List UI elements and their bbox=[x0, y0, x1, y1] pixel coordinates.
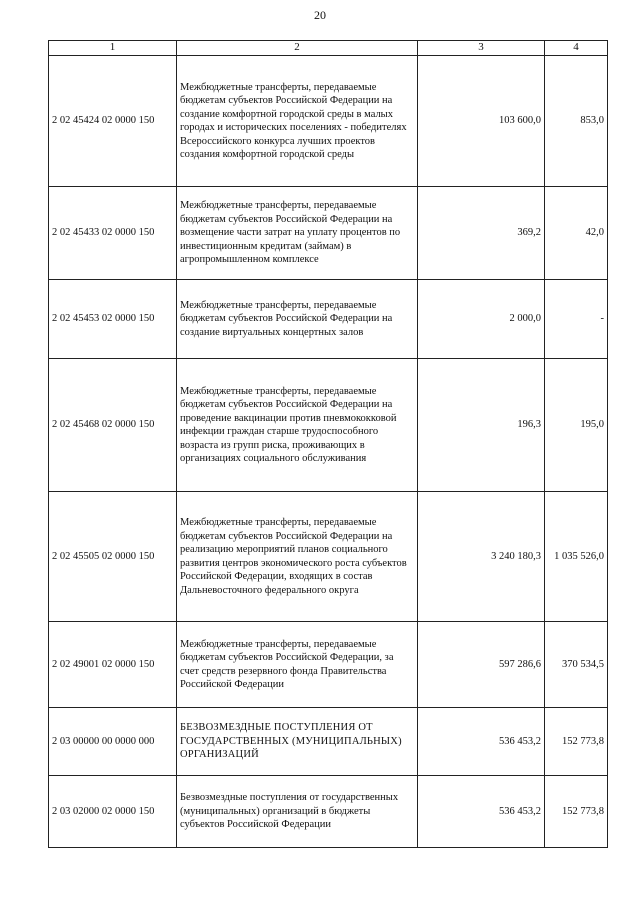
table-row bbox=[49, 359, 608, 492]
code-cell: 2 02 45453 02 0000 150 bbox=[49, 280, 177, 359]
page-number: 20 bbox=[314, 8, 326, 22]
description-cell: Безвозмездные поступления от государственных (муниципальных) организаций в бюджеты субъектов Российской Федерации bbox=[177, 776, 418, 848]
value-cell-col3: 3 240 180,3 bbox=[418, 492, 545, 622]
code-cell: 2 02 45424 02 0000 150 bbox=[49, 56, 177, 187]
value-cell-col4: 1 035 526,0 bbox=[545, 492, 608, 622]
code-cell: 2 03 00000 00 0000 000 bbox=[49, 708, 177, 776]
code-cell: 2 02 45505 02 0000 150 bbox=[49, 492, 177, 622]
description-cell: Межбюджетные трансферты, передаваемые бюджетам субъектов Российской Федерации, за счет средств резервного фонда Правительства Российской Федерации bbox=[177, 622, 418, 708]
value-cell-col3: 369,2 bbox=[418, 187, 545, 280]
header-cell-2: 2 bbox=[177, 41, 418, 56]
code-cell: 2 02 49001 02 0000 150 bbox=[49, 622, 177, 708]
value-cell-col4: - bbox=[545, 280, 608, 359]
description-cell: Межбюджетные трансферты, передаваемые бюджетам субъектов Российской Федерации на реализацию мероприятий планов социального развития центров экономического роста субъектов Российской Федерации, входящих в состав Дальневосточного федерального округа bbox=[177, 492, 418, 622]
value-cell-col3: 536 453,2 bbox=[418, 708, 545, 776]
table-row bbox=[49, 622, 608, 708]
table-row bbox=[49, 776, 608, 848]
value-cell-col3: 536 453,2 bbox=[418, 776, 545, 848]
description-cell: Межбюджетные трансферты, передаваемые бюджетам субъектов Российской Федерации на создание комфортной городской среды в малых городах и исторических поселениях - победителях Всероссийского конкурса лучших проектов создания комфортной городской среды bbox=[177, 56, 418, 187]
value-cell-col4: 42,0 bbox=[545, 187, 608, 280]
table-row bbox=[49, 492, 608, 622]
header-cell-1: 1 bbox=[49, 41, 177, 56]
budget-table bbox=[48, 40, 608, 848]
value-cell-col3: 196,3 bbox=[418, 359, 545, 492]
table-row bbox=[49, 56, 608, 187]
code-cell: 2 03 02000 02 0000 150 bbox=[49, 776, 177, 848]
value-cell-col4: 853,0 bbox=[545, 56, 608, 187]
code-cell: 2 02 45468 02 0000 150 bbox=[49, 359, 177, 492]
table-header-row bbox=[49, 41, 608, 56]
table-row bbox=[49, 187, 608, 280]
table-row bbox=[49, 708, 608, 776]
description-cell: БЕЗВОЗМЕЗДНЫЕ ПОСТУПЛЕНИЯ ОТ ГОСУДАРСТВЕННЫХ (МУНИЦИПАЛЬНЫХ) ОРГАНИЗАЦИЙ bbox=[177, 708, 418, 776]
value-cell-col3: 597 286,6 bbox=[418, 622, 545, 708]
code-cell: 2 02 45433 02 0000 150 bbox=[49, 187, 177, 280]
header-cell-4: 4 bbox=[545, 41, 608, 56]
value-cell-col4: 152 773,8 bbox=[545, 708, 608, 776]
value-cell-col4: 152 773,8 bbox=[545, 776, 608, 848]
description-cell: Межбюджетные трансферты, передаваемые бюджетам субъектов Российской Федерации на проведение вакцинации против пневмококковой инфекции граждан старше трудоспособного возраста из групп риска, проживающих в организациях социального обслуживания bbox=[177, 359, 418, 492]
description-cell: Межбюджетные трансферты, передаваемые бюджетам субъектов Российской Федерации на создание виртуальных концертных залов bbox=[177, 280, 418, 359]
value-cell-col4: 195,0 bbox=[545, 359, 608, 492]
table-row bbox=[49, 280, 608, 359]
value-cell-col4: 370 534,5 bbox=[545, 622, 608, 708]
description-cell: Межбюджетные трансферты, передаваемые бюджетам субъектов Российской Федерации на возмещение части затрат на уплату процентов по инвестиционным кредитам (займам) в агропромышленном комплексе bbox=[177, 187, 418, 280]
value-cell-col3: 103 600,0 bbox=[418, 56, 545, 187]
header-cell-3: 3 bbox=[418, 41, 545, 56]
value-cell-col3: 2 000,0 bbox=[418, 280, 545, 359]
